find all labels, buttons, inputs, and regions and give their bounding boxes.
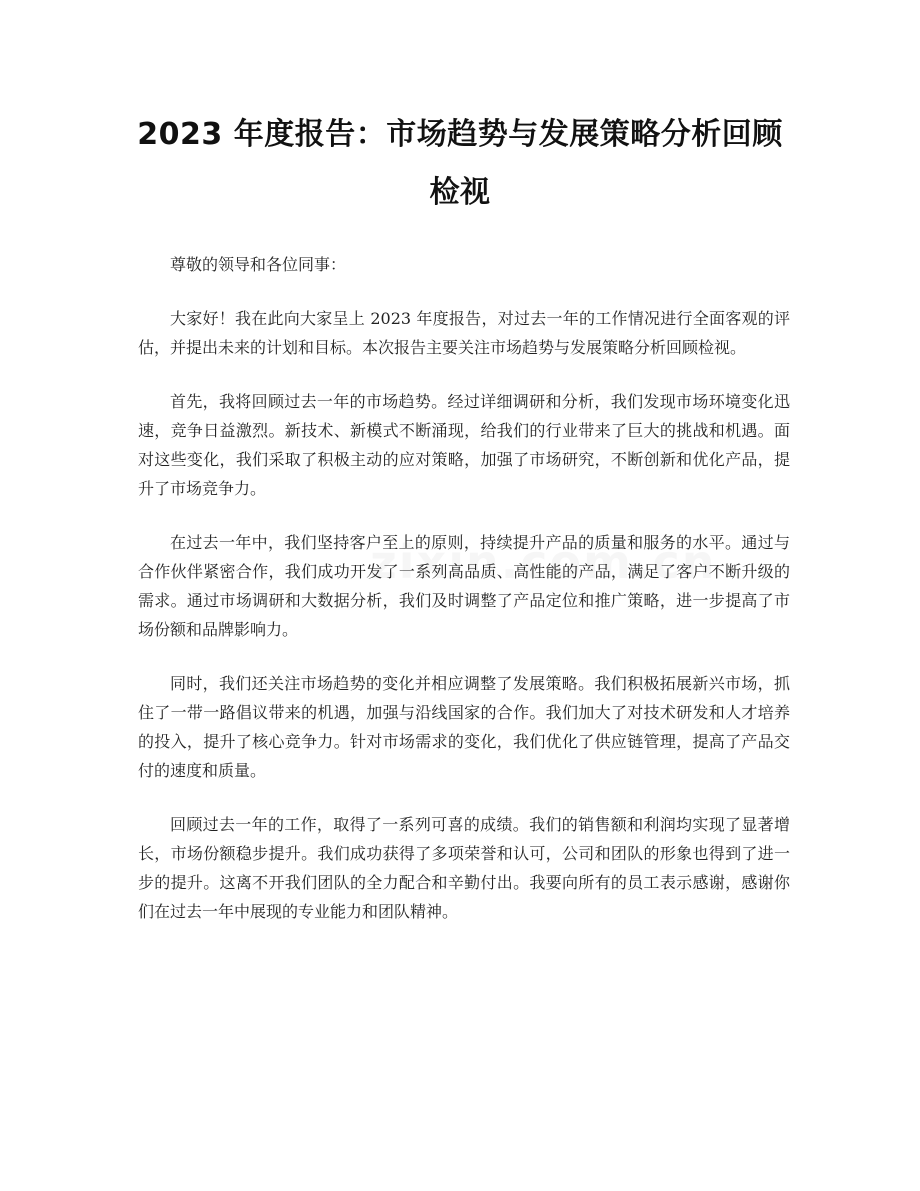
paragraph-intro: 大家好！我在此向大家呈上 2023 年度报告，对过去一年的工作情况进行全面客观的评估，并提出未来的计划和目标。本次报告主要关注市场趋势与发展策略分析回顾检视。 xyxy=(138,309,790,357)
paragraph-market-trends: 首先，我将回顾过去一年的市场趋势。经过详细调研和分析，我们发现市场环境变化迅速，竞争日益激烈。新技术、新模式不断涌现，给我们的行业带来了巨大的挑战和机遇。面对这些变化，我们采取了积极主动的应对策略，加强了市场研究，不断创新和优化产品，提升了市场竞争力。 xyxy=(138,392,790,498)
watermark xyxy=(370,535,717,589)
document-title: 2023 年度报告：市场趋势与发展策略分析回顾检视 xyxy=(137,117,783,210)
paragraph-strategy-adjustment: 同时，我们还关注市场趋势的变化并相应调整了发展策略。我们积极拓展新兴市场，抓住了一带一路倡议带来的机遇，加强与沿线国家的合作。我们加大了对技术研发和人才培养的投入，提升了核心竞争力。针对市场需求的变化，我们优化了供应链管理，提高了产品交付的速度和质量。 xyxy=(138,674,790,780)
paragraph-achievements: 回顾过去一年的工作，取得了一系列可喜的成绩。我们的销售额和利润均实现了显著增长，市场份额稳步提升。我们成功获得了多项荣誉和认可，公司和团队的形象也得到了进一步的提升。这离不开我们团队的全力配合和辛勤付出。我要向所有的员工表示感谢，感谢你们在过去一年中展现的专业能力和团队精神。 xyxy=(138,815,790,921)
document-body xyxy=(138,250,790,951)
greeting-line: 尊敬的领导和各位同事： xyxy=(170,255,347,274)
paragraph-customer-first: 在过去一年中，我们坚持客户至上的原则，持续提升产品的质量和服务的水平。通过与合作伙伴紧密合作，我们成功开发了一系列高品质、高性能的产品，满足了客户不断升级的需求。通过市场调研和大数据分析，我们及时调整了产品定位和推广策略，进一步提高了市场份额和品牌影响力。 xyxy=(138,533,790,639)
